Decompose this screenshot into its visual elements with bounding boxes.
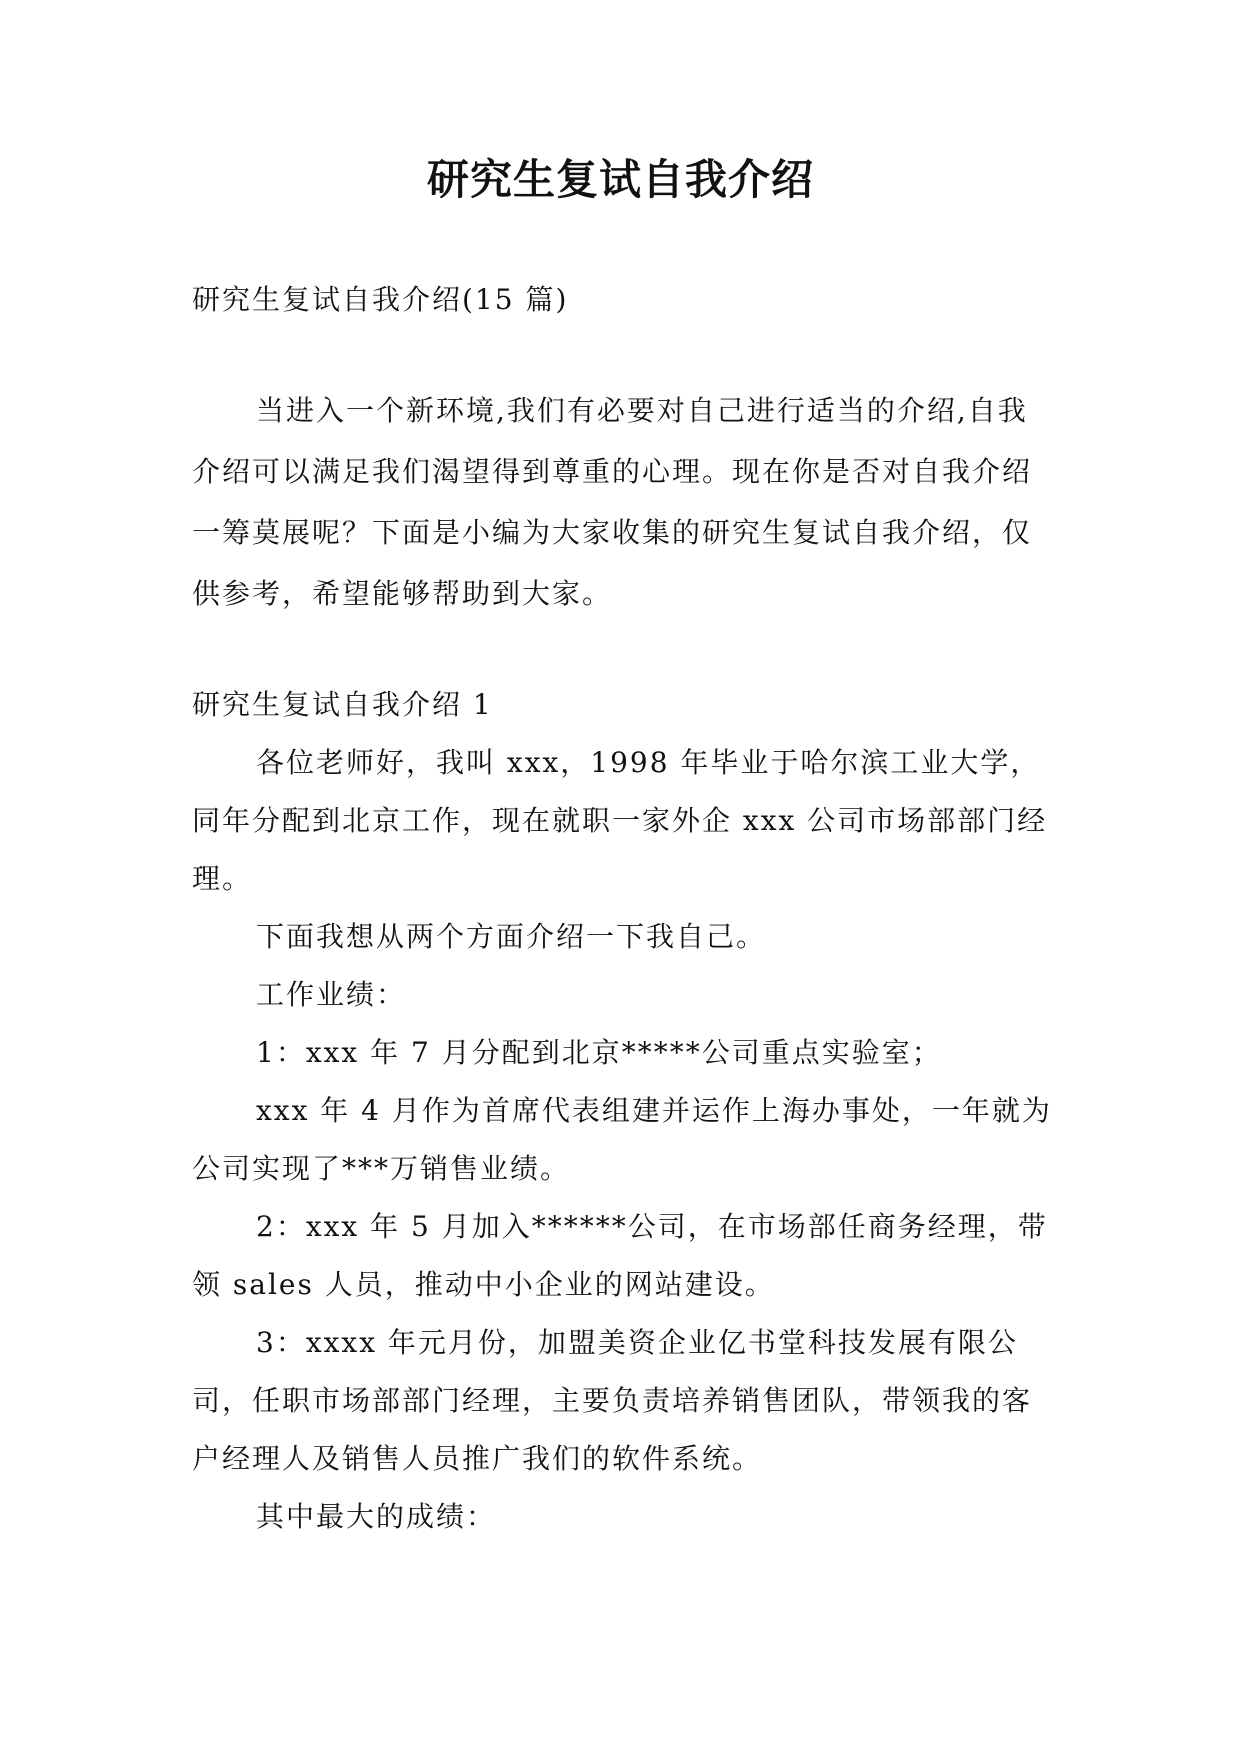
body-paragraph: 1：xxx 年 7 月分配到北京*****公司重点实验室；: [256, 1036, 942, 1069]
document-subtitle: 研究生复试自我介绍(15 篇): [192, 283, 569, 316]
body-paragraph: 3：xxxx 年元月份，加盟美资企业亿书堂科技发展有限公司，任职市场部部门经理，主要负责培养销售团队，带领我的客户经理人及销售人员推广我们的软件系统。: [192, 1326, 1033, 1475]
body-paragraph: xxx 年 4 月作为首席代表组建并运作上海办事处，一年就为公司实现了***万销售业绩。: [192, 1094, 1052, 1185]
intro-paragraph: 当进入一个新环境,我们有必要对自己进行适当的介绍,自我介绍可以满足我们渴望得到尊重的心理。现在你是否对自我介绍一筹莫展呢？下面是小编为大家收集的研究生复试自我介绍，仅供参考，希望能够帮助到大家。: [192, 394, 1033, 610]
body-paragraph: 工作业绩：: [256, 978, 407, 1011]
section-heading: 研究生复试自我介绍 1: [192, 688, 493, 721]
document-title: 研究生复试自我介绍: [426, 155, 814, 204]
body-paragraph: 其中最大的成绩：: [256, 1500, 497, 1533]
body-paragraph: 各位老师好，我叫 xxx，1998 年毕业于哈尔滨工业大学，同年分配到北京工作，现在就职一家外企 xxx 公司市场部部门经理。: [192, 746, 1048, 895]
document-body: [192, 280, 1052, 1546]
body-paragraph: 下面我想从两个方面介绍一下我自己。: [256, 920, 767, 953]
body-paragraph: 2：xxx 年 5 月加入******公司，在市场部任商务经理，带领 sales 人员，推动中小企业的网站建设。: [192, 1210, 1048, 1301]
